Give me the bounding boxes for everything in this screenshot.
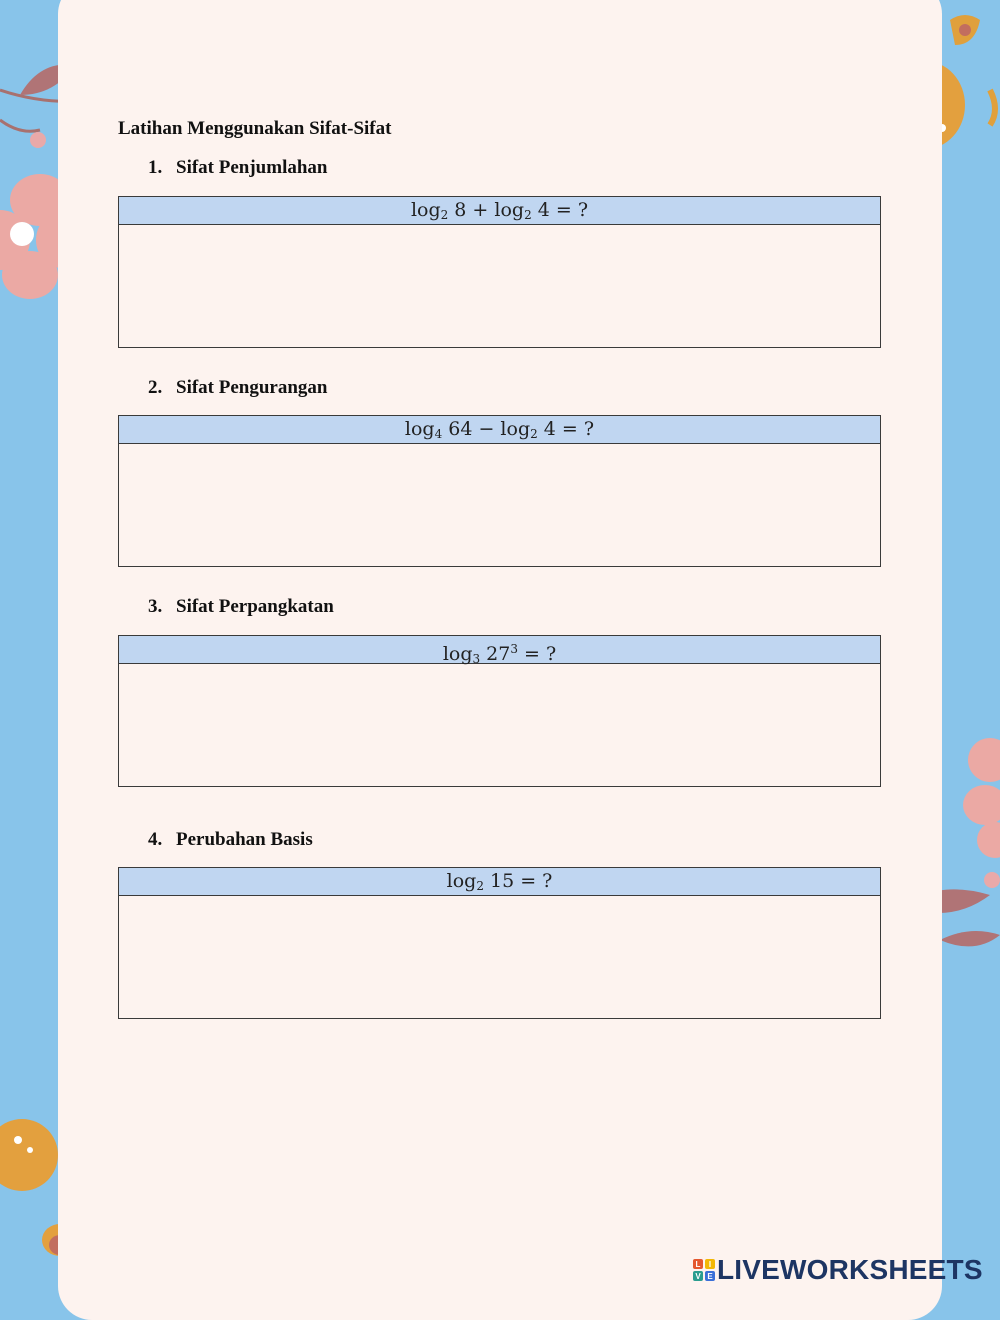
section-label: Perubahan Basis: [176, 829, 313, 850]
section-number: 2.: [148, 377, 163, 398]
answer-area[interactable]: [119, 896, 880, 1020]
brand-text: LIVEWORKSHEETS: [717, 1254, 983, 1285]
section-number: 4.: [148, 829, 163, 850]
section-number: 3.: [148, 596, 163, 617]
section-label: Sifat Perpangkatan: [176, 596, 334, 617]
exercise-box-4: [118, 867, 881, 1019]
exercise-box-3: [118, 635, 881, 787]
svg-text:E: E: [707, 1272, 713, 1281]
problem-expression: $\log_2 15$ = ?: [119, 868, 880, 896]
worksheet-title: Latihan Menggunakan Sifat-Sifat: [118, 118, 392, 139]
answer-area[interactable]: [119, 444, 880, 568]
section-title-3: [148, 596, 334, 618]
liveworksheets-logo-icon: [693, 1259, 715, 1281]
problem-expression: $\log_4 64 - \log_2 4$ = ?: [119, 416, 880, 444]
answer-area[interactable]: [119, 225, 880, 349]
liveworksheets-brand[interactable]: [693, 1253, 983, 1287]
svg-text:I: I: [708, 1260, 712, 1269]
section-number: 1.: [148, 157, 163, 178]
section-label: Sifat Penjumlahan: [176, 157, 328, 178]
exercise-box-1: [118, 196, 881, 348]
exercise-box-2: [118, 415, 881, 567]
section-title-4: [148, 829, 313, 851]
section-title-2: [148, 377, 328, 399]
section-label: Sifat Pengurangan: [176, 377, 328, 398]
svg-text:V: V: [695, 1272, 701, 1281]
problem-expression: $\log_2 8 + \log_2 4$ = ?: [119, 197, 880, 225]
problem-expression: $\log_3 27^3$ = ?: [119, 636, 880, 664]
section-title-1: [148, 157, 328, 179]
answer-area[interactable]: [119, 664, 880, 788]
svg-text:L: L: [695, 1260, 701, 1269]
